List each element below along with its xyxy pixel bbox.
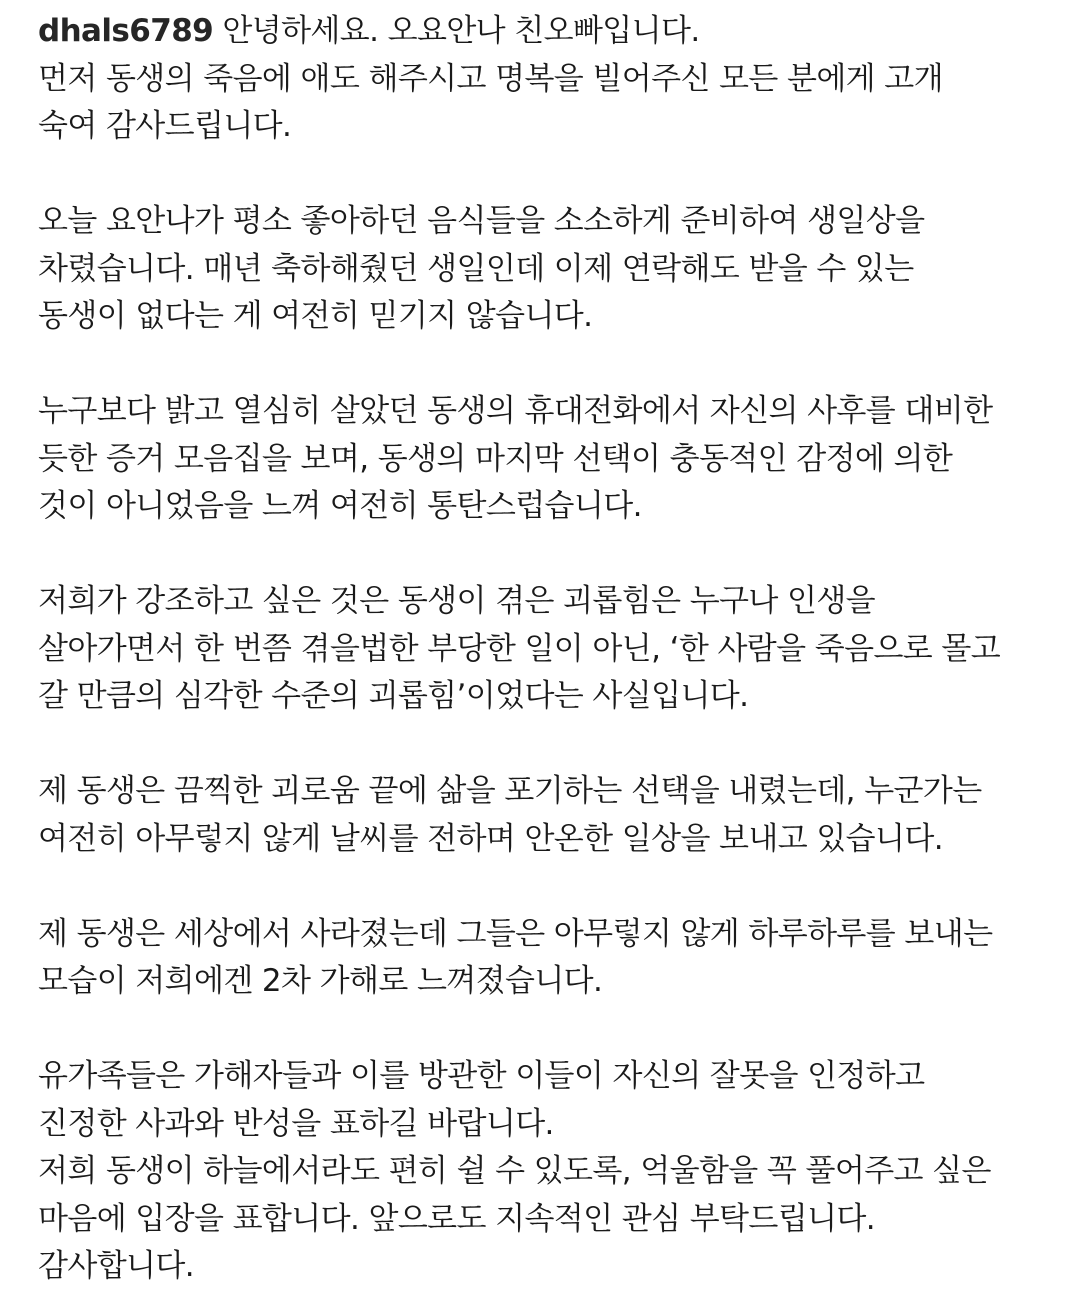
caption-line: 여전히 아무렇지 않게 날씨를 전하며 안온한 일상을 보내고 있습니다. <box>38 820 943 857</box>
caption-line: 차렸습니다. 매년 축하해줬던 생일인데 이제 연락해도 받을 수 있는 <box>38 250 914 287</box>
caption-line: 유가족들은 가해자들과 이를 방관한 이들이 자신의 잘못을 인정하고 <box>38 1058 925 1094</box>
caption-line: 저희 동생이 하늘에서라도 편히 쉴 수 있도록, 억울함을 꼭 풀어주고 싶은 <box>38 1153 991 1189</box>
caption-line: 감사합니다. <box>38 1248 194 1284</box>
caption-line: 진정한 사과와 반성을 표하길 바랍니다. <box>38 1105 554 1142</box>
caption-line: 모습이 저희에겐 2차 가해로 느껴졌습니다. <box>38 963 603 999</box>
caption-line: 동생이 없다는 게 여전히 믿기지 않습니다. <box>38 298 593 334</box>
caption-line: 오늘 요안나가 평소 좋아하던 음식들을 소소하게 준비하여 생일상을 <box>38 203 925 239</box>
caption-line: 제 동생은 세상에서 사라졌는데 그들은 아무렇지 않게 하루하루를 보내는 <box>38 915 993 952</box>
paragraph-gap <box>38 1006 1058 1054</box>
paragraph-gap <box>38 863 1058 911</box>
caption-line: 살아가면서 한 번쯤 겪을법한 부당한 일이 아닌, ‘한 사람을 죽음으로 몰고 <box>38 630 1001 667</box>
caption-line: 누구보다 밝고 열심히 살았던 동생의 휴대전화에서 자신의 사후를 대비한 <box>38 393 993 429</box>
caption-line: 마음에 입장을 표합니다. 앞으로도 지속적인 관심 부탁드립니다. <box>38 1200 876 1237</box>
paragraph-gap <box>38 531 1058 579</box>
paragraph-gap <box>38 151 1058 199</box>
caption-line: 듯한 증거 모음집을 보며, 동생의 마지막 선택이 충동적인 감정에 의한 <box>38 440 953 477</box>
paragraph-gap <box>38 721 1058 769</box>
caption-line: 갈 만큼의 심각한 수준의 괴롭힘’이었다는 사실입니다. <box>38 678 749 714</box>
caption-line: 제 동생은 끔찍한 괴로움 끝에 삶을 포기하는 선택을 내렸는데, 누군가는 <box>38 773 982 809</box>
paragraph-gap <box>38 341 1058 389</box>
caption-line: 숙여 감사드립니다. <box>38 108 292 144</box>
caption-text: 안녕하세요. 오요안나 친오빠입니다. <box>213 13 700 49</box>
caption-line: 먼저 동생의 죽음에 애도 해주시고 명복을 빌어주신 모든 분에게 고개 <box>38 60 943 97</box>
caption-line <box>38 8 1058 56</box>
caption-line: 것이 아니었음을 느껴 여전히 통탄스럽습니다. <box>38 488 642 524</box>
post-caption <box>38 8 1058 1291</box>
username-link[interactable]: dhals6789 <box>38 13 214 49</box>
caption-line: 저희가 강조하고 싶은 것은 동생이 겪은 괴롭힘은 누구나 인생을 <box>38 583 876 619</box>
